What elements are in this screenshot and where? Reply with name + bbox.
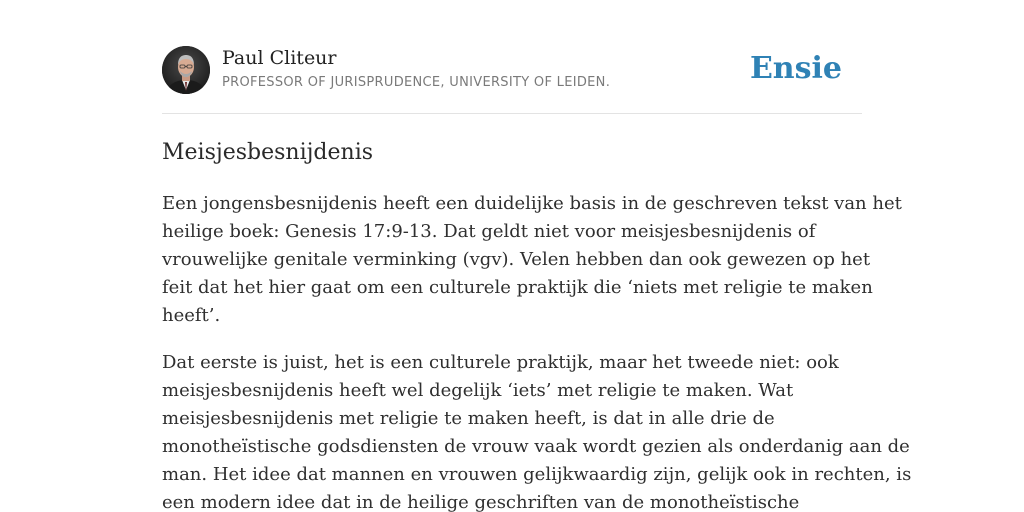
text-line: heeft’. (162, 305, 221, 326)
brand-logo[interactable]: Ensie (749, 51, 842, 86)
author-title: PROFESSOR OF JURISPRUDENCE, UNIVERSITY OF LEIDEN. (222, 75, 611, 90)
author-header (162, 46, 862, 96)
text-line: Een jongensbesnijdenis heeft een duidelijke basis in de geschreven tekst van het (162, 193, 902, 214)
text-line: meisjesbesnijdenis heeft wel degelijk ‘iets’ met religie te maken. Wat (162, 380, 794, 401)
author-name[interactable]: Paul Cliteur (222, 47, 337, 69)
text-line: feit dat het hier gaat om een culturele praktijk die ‘niets met religie te maken (162, 277, 873, 298)
text-line: vrouwelijke genitale verminking (vgv). Velen hebben dan ook gewezen op het (162, 249, 871, 270)
text-line: Dat eerste is juist, het is een culturele praktijk, maar het tweede niet: ook (162, 352, 839, 373)
text-line: een modern idee dat in de heilige geschriften van de monotheïstische (162, 492, 800, 512)
text-line: heilige boek: Genesis 17:9-13. Dat geldt niet voor meisjesbesnijdenis of (162, 221, 816, 242)
person-portrait-icon (162, 46, 210, 94)
header-divider (162, 113, 862, 114)
text-line: meisjesbesnijdenis met religie te maken heeft, is dat in alle drie de (162, 408, 775, 429)
text-line: monotheïstische godsdiensten de vrouw vaak wordt gezien als onderdanig aan de (162, 436, 910, 457)
article-body (162, 190, 912, 512)
paragraph (162, 349, 912, 512)
avatar (162, 46, 210, 94)
text-line: man. Het idee dat mannen en vrouwen gelijkwaardig zijn, gelijk ook in rechten, is (162, 464, 912, 485)
article-title: Meisjesbesnijdenis (162, 140, 374, 165)
paragraph (162, 190, 902, 330)
